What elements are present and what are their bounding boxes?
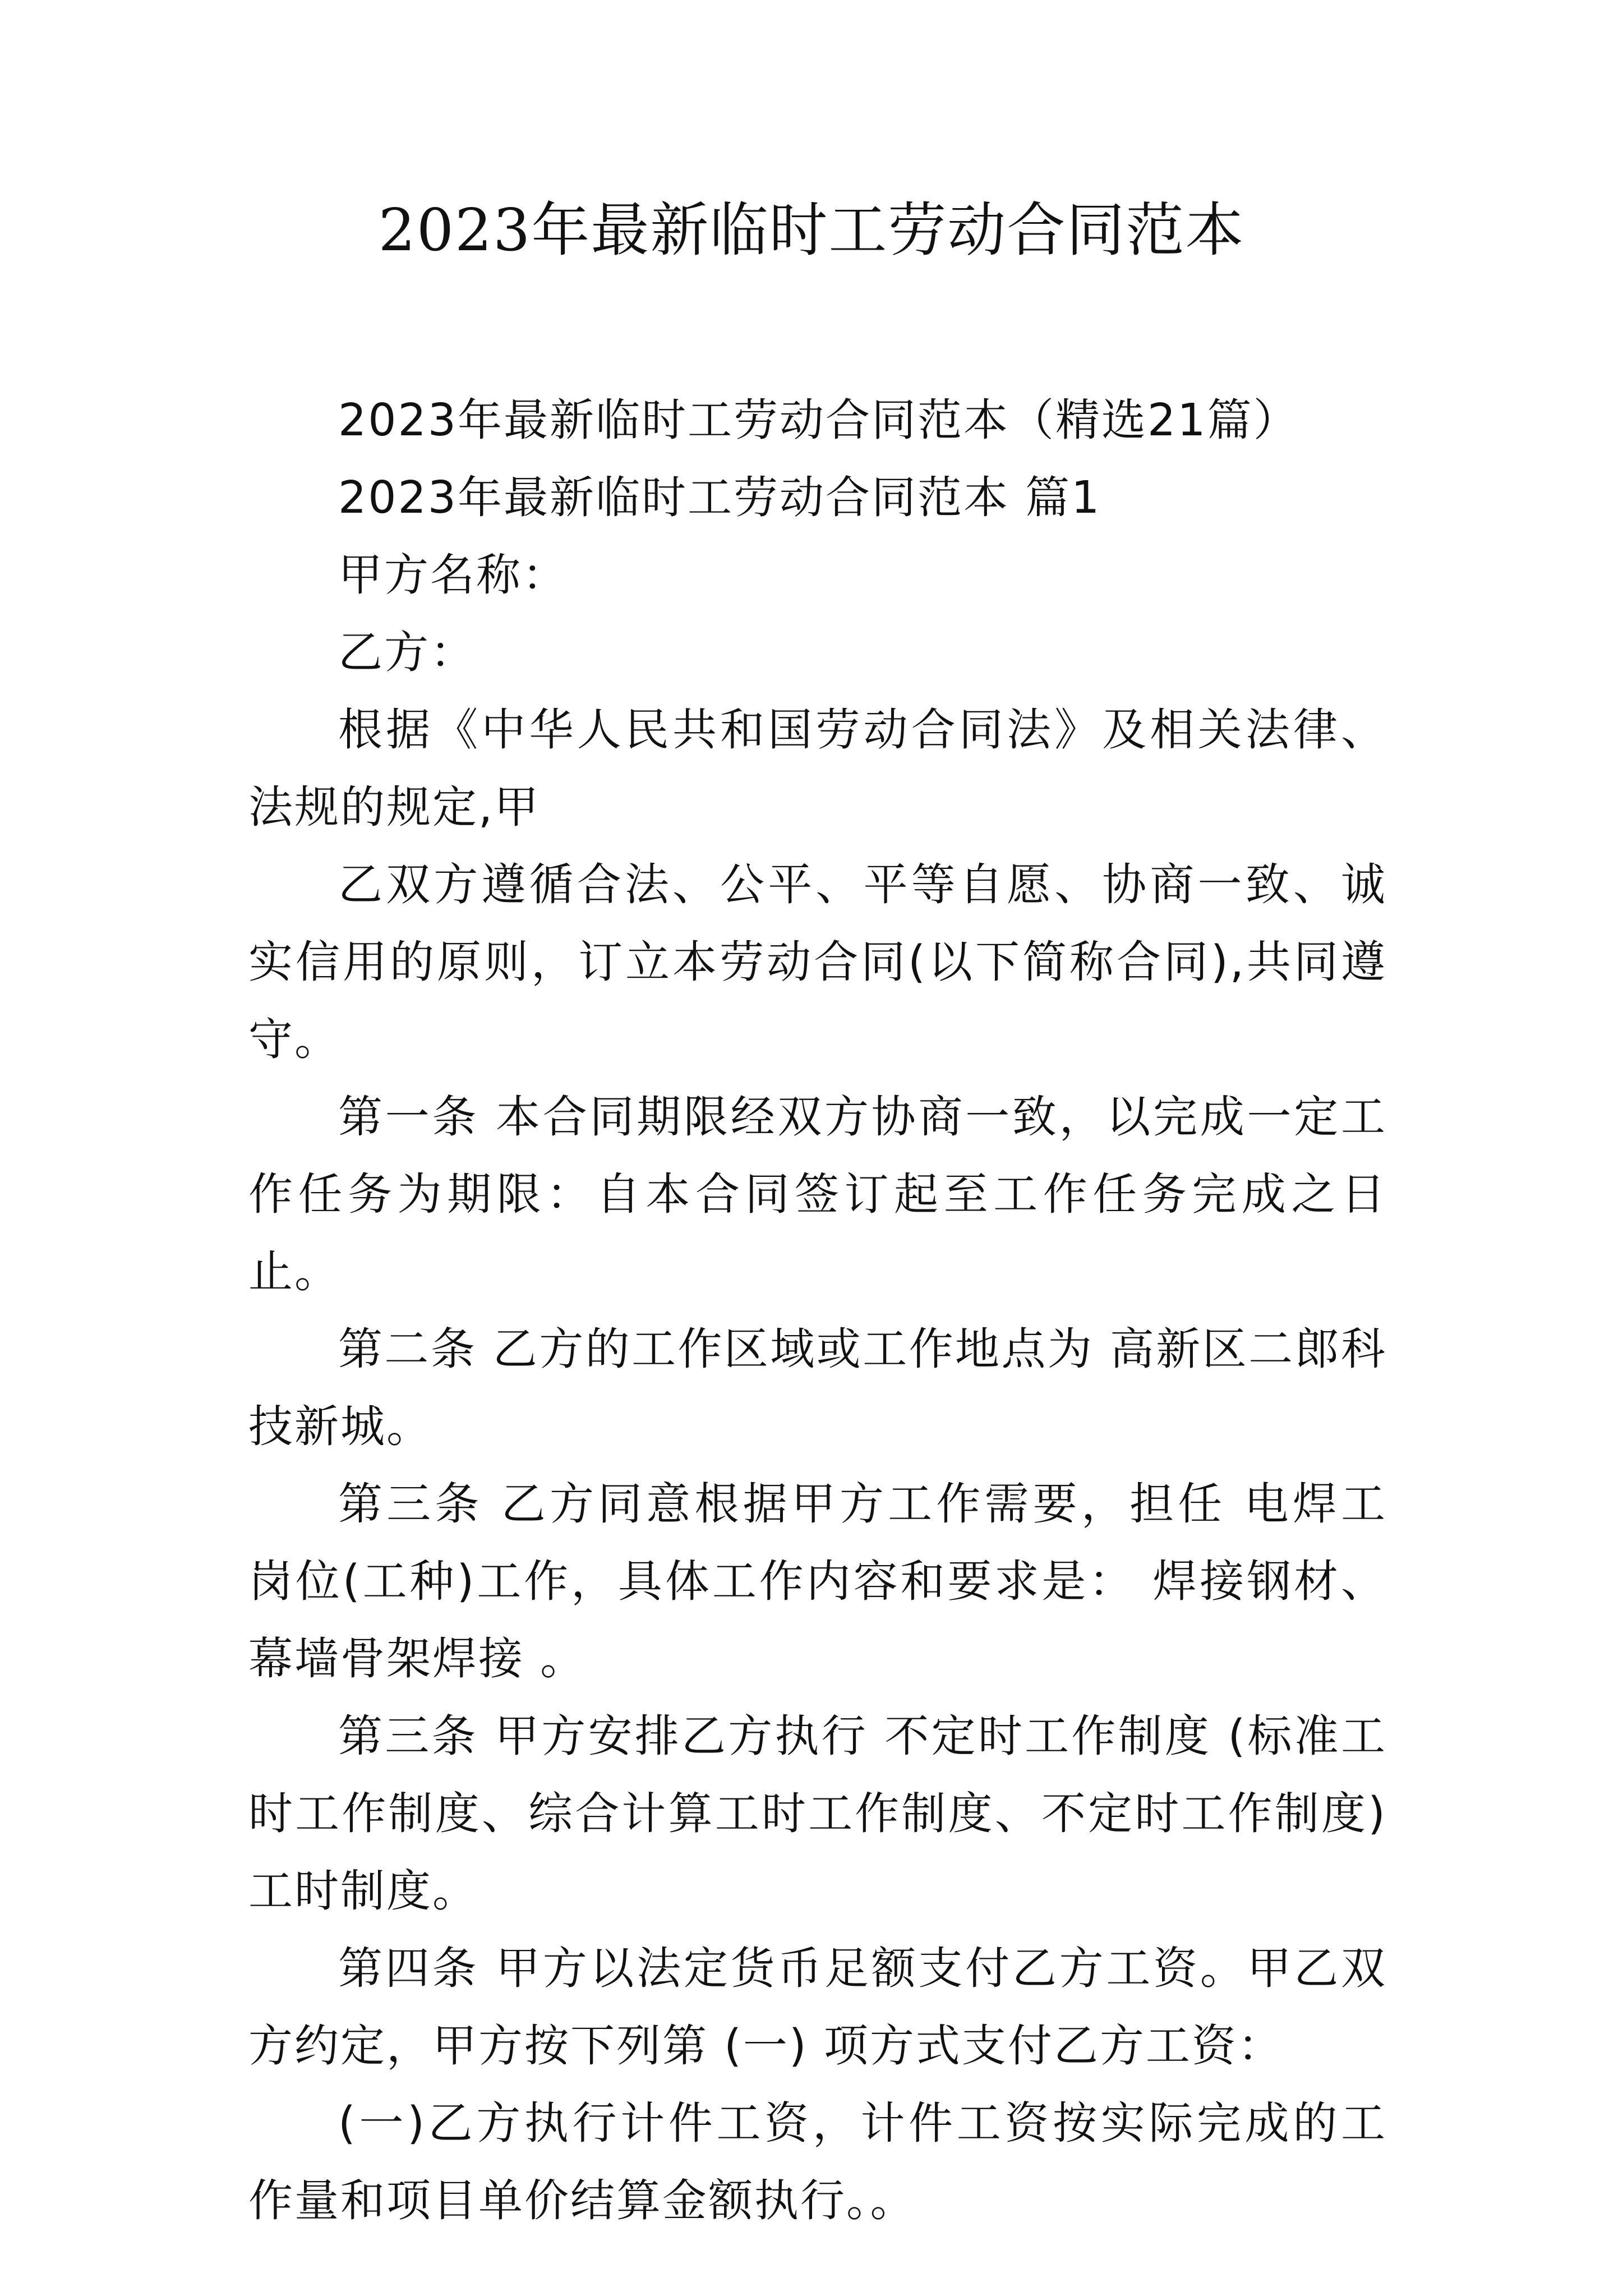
paragraph-principles: 乙双方遵循合法、公平、平等自愿、协商一致、诚实信用的原则，订立本劳动合同(以下简称合同),共同遵守。 bbox=[248, 859, 1387, 1065]
paragraph-piecework-wage: (一)乙方执行计件工资，计件工资按实际完成的工作量和项目单价结算金额执行。。 bbox=[248, 2097, 1387, 2226]
paragraph-party-b: 乙方： bbox=[338, 627, 476, 678]
paragraph-article-2: 第二条 乙方的工作区域或工作地点为 高新区二郎科技新城。 bbox=[248, 1323, 1387, 1452]
paragraph-legal-basis: 根据《中华人民共和国劳动合同法》及相关法律、法规的规定,甲 bbox=[248, 704, 1387, 833]
document-title: 2023年最新临时工劳动合同范本 bbox=[378, 196, 1245, 264]
paragraph-section-heading: 2023年最新临时工劳动合同范本 篇1 bbox=[338, 472, 1101, 523]
paragraph-article-4: 第四条 甲方以法定货币足额支付乙方工资。甲乙双方约定，甲方按下列第 (一) 项方式支付乙方工资： bbox=[248, 1943, 1387, 2072]
paragraph-article-3: 第三条 乙方同意根据甲方工作需要，担任 电焊工 岗位(工种)工作，具体工作内容和要求是： 焊接钢材、幕墙骨架焊接 。 bbox=[248, 1478, 1387, 1685]
paragraph-party-a: 甲方名称： bbox=[338, 549, 568, 601]
document-body bbox=[248, 381, 1387, 2239]
paragraph-subtitle: 2023年最新临时工劳动合同范本（精选21篇） bbox=[338, 394, 1299, 446]
paragraph-article-3b: 第三条 甲方安排乙方执行 不定时工作制度 (标准工时工作制度、综合计算工时工作制度、不定时工作制度)工时制度。 bbox=[248, 1710, 1387, 1917]
paragraph-article-1: 第一条 本合同期限经双方协商一致，以完成一定工作任务为期限：自本合同签订起至工作任务完成之日止。 bbox=[248, 1091, 1387, 1297]
